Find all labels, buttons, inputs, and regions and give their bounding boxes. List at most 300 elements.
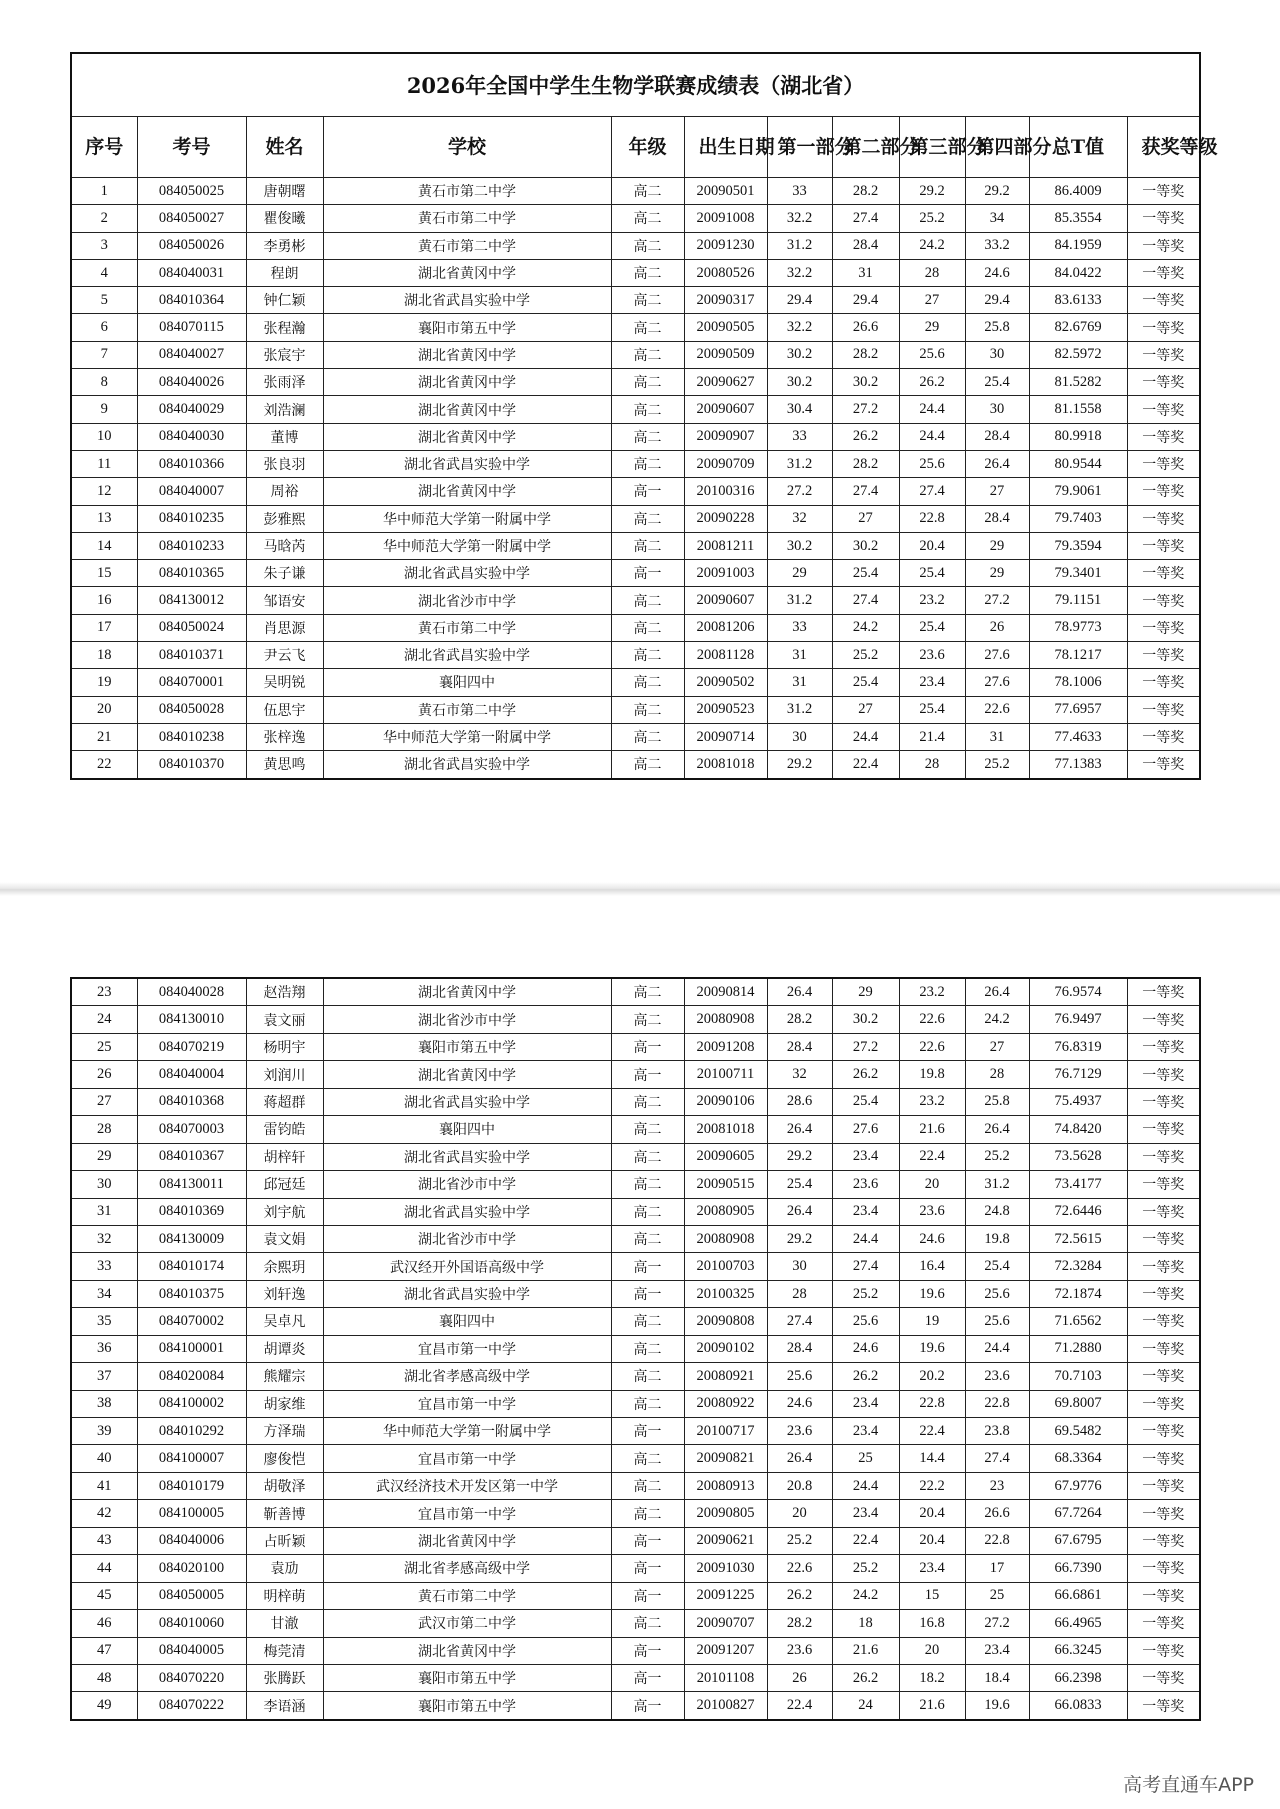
name-cell: 马晗芮 (246, 532, 323, 559)
name-cell: 占昕颖 (246, 1527, 323, 1554)
name-cell: 张雨泽 (246, 369, 323, 396)
part-2-cell: 23.4 (832, 1143, 899, 1170)
part-3-cell: 23.2 (899, 1088, 965, 1115)
table-row (71, 696, 1200, 723)
table-header-row (71, 117, 1200, 178)
birth-date-cell: 20080908 (684, 1006, 767, 1033)
part-2-cell: 27.2 (832, 396, 899, 423)
name-cell: 靳善博 (246, 1500, 323, 1527)
table-row (71, 1171, 1200, 1198)
part-4-cell: 25.2 (965, 751, 1029, 779)
part-4-cell: 27 (965, 478, 1029, 505)
part-1-cell: 22.6 (767, 1555, 832, 1582)
part-4-cell: 26.4 (965, 978, 1029, 1006)
part-1-cell: 31 (767, 642, 832, 669)
grade-cell: 高一 (611, 1061, 684, 1088)
name-cell: 蒋超群 (246, 1088, 323, 1115)
grade-cell: 高一 (611, 478, 684, 505)
header-birth-date: 出生日期 (684, 117, 767, 178)
exam-id-cell: 084050026 (137, 232, 246, 259)
exam-id-cell: 084010292 (137, 1418, 246, 1445)
birth-date-cell: 20091030 (684, 1555, 767, 1582)
award-cell: 一等奖 (1127, 1116, 1200, 1143)
birth-date-cell: 20090515 (684, 1171, 767, 1198)
name-cell: 张腾跃 (246, 1664, 323, 1691)
part-1-cell: 30.2 (767, 341, 832, 368)
award-cell: 一等奖 (1127, 614, 1200, 641)
grade-cell: 高二 (611, 1500, 684, 1527)
school-cell: 湖北省武昌实验中学 (323, 1198, 611, 1225)
total-t-cell: 84.0422 (1029, 259, 1127, 286)
exam-id-cell: 084010371 (137, 642, 246, 669)
seq-cell: 11 (71, 450, 137, 477)
birth-date-cell: 20100711 (684, 1061, 767, 1088)
part-3-cell: 21.6 (899, 1116, 965, 1143)
exam-id-cell: 084100007 (137, 1445, 246, 1472)
part-2-cell: 28.4 (832, 232, 899, 259)
table-row (71, 287, 1200, 314)
birth-date-cell: 20080908 (684, 1225, 767, 1252)
school-cell: 襄阳四中 (323, 669, 611, 696)
exam-id-cell: 084070222 (137, 1692, 246, 1720)
part-4-cell: 29.2 (965, 178, 1029, 205)
seq-cell: 13 (71, 505, 137, 532)
school-cell: 湖北省黄冈中学 (323, 1527, 611, 1554)
award-cell: 一等奖 (1127, 1610, 1200, 1637)
part-1-cell: 22.4 (767, 1692, 832, 1720)
part-1-cell: 27.2 (767, 478, 832, 505)
exam-id-cell: 084010368 (137, 1088, 246, 1115)
table-row (71, 532, 1200, 559)
part-1-cell: 26.4 (767, 1198, 832, 1225)
part-2-cell: 24.6 (832, 1335, 899, 1362)
seq-cell: 38 (71, 1390, 137, 1417)
seq-cell: 39 (71, 1418, 137, 1445)
part-2-cell: 28.2 (832, 178, 899, 205)
part-3-cell: 18.2 (899, 1664, 965, 1691)
part-3-cell: 25.2 (899, 205, 965, 232)
part-1-cell: 30 (767, 1253, 832, 1280)
part-4-cell: 33.2 (965, 232, 1029, 259)
score-table-page-2 (70, 977, 1199, 1721)
part-2-cell: 18 (832, 1610, 899, 1637)
part-3-cell: 25.4 (899, 614, 965, 641)
award-cell: 一等奖 (1127, 423, 1200, 450)
birth-date-cell: 20101108 (684, 1664, 767, 1691)
name-cell: 唐朝曙 (246, 178, 323, 205)
seq-cell: 25 (71, 1033, 137, 1060)
award-cell: 一等奖 (1127, 1445, 1200, 1472)
part-1-cell: 27.4 (767, 1308, 832, 1335)
total-t-cell: 66.0833 (1029, 1692, 1127, 1720)
exam-id-cell: 084010370 (137, 751, 246, 779)
grade-cell: 高二 (611, 1116, 684, 1143)
part-2-cell: 25.4 (832, 1088, 899, 1115)
award-cell: 一等奖 (1127, 1664, 1200, 1691)
grade-cell: 高二 (611, 314, 684, 341)
grade-cell: 高二 (611, 1610, 684, 1637)
name-cell: 胡梓轩 (246, 1143, 323, 1170)
part-4-cell: 22.6 (965, 696, 1029, 723)
award-cell: 一等奖 (1127, 450, 1200, 477)
part-1-cell: 30.4 (767, 396, 832, 423)
seq-cell: 48 (71, 1664, 137, 1691)
part-2-cell: 30.2 (832, 369, 899, 396)
grade-cell: 高二 (611, 614, 684, 641)
part-2-cell: 25 (832, 1445, 899, 1472)
part-4-cell: 31.2 (965, 1171, 1029, 1198)
part-2-cell: 30.2 (832, 532, 899, 559)
part-3-cell: 27.4 (899, 478, 965, 505)
part-3-cell: 29.2 (899, 178, 965, 205)
table-row (71, 314, 1200, 341)
birth-date-cell: 20091008 (684, 205, 767, 232)
name-cell: 彭雅熙 (246, 505, 323, 532)
school-cell: 华中师范大学第一附属中学 (323, 505, 611, 532)
part-1-cell: 31.2 (767, 696, 832, 723)
name-cell: 吴卓凡 (246, 1308, 323, 1335)
total-t-cell: 82.5972 (1029, 341, 1127, 368)
seq-cell: 5 (71, 287, 137, 314)
birth-date-cell: 20080922 (684, 1390, 767, 1417)
part-3-cell: 19.6 (899, 1335, 965, 1362)
birth-date-cell: 20090627 (684, 369, 767, 396)
table-row (71, 505, 1200, 532)
exam-id-cell: 084130010 (137, 1006, 246, 1033)
seq-cell: 6 (71, 314, 137, 341)
total-t-cell: 71.6562 (1029, 1308, 1127, 1335)
seq-cell: 17 (71, 614, 137, 641)
part-3-cell: 16.4 (899, 1253, 965, 1280)
birth-date-cell: 20100325 (684, 1280, 767, 1307)
part-3-cell: 23.2 (899, 978, 965, 1006)
part-4-cell: 28.4 (965, 423, 1029, 450)
birth-date-cell: 20100316 (684, 478, 767, 505)
part-4-cell: 17 (965, 1555, 1029, 1582)
name-cell: 胡敬泽 (246, 1472, 323, 1499)
award-cell: 一等奖 (1127, 1280, 1200, 1307)
part-4-cell: 22.8 (965, 1527, 1029, 1554)
birth-date-cell: 20090607 (684, 396, 767, 423)
part-1-cell: 20.8 (767, 1472, 832, 1499)
part-1-cell: 29.2 (767, 1143, 832, 1170)
grade-cell: 高二 (611, 723, 684, 750)
name-cell: 刘宇航 (246, 1198, 323, 1225)
school-cell: 华中师范大学第一附属中学 (323, 532, 611, 559)
part-1-cell: 26 (767, 1664, 832, 1691)
score-table-page-1 (70, 52, 1218, 780)
part-3-cell: 22.8 (899, 1390, 965, 1417)
table-row (71, 1610, 1200, 1637)
part-3-cell: 25.6 (899, 450, 965, 477)
school-cell: 湖北省黄冈中学 (323, 978, 611, 1006)
exam-id-cell: 084010365 (137, 560, 246, 587)
school-cell: 湖北省武昌实验中学 (323, 751, 611, 779)
grade-cell: 高二 (611, 1472, 684, 1499)
birth-date-cell: 20090102 (684, 1335, 767, 1362)
award-cell: 一等奖 (1127, 1692, 1200, 1720)
school-cell: 黄石市第二中学 (323, 178, 611, 205)
part-1-cell: 30.2 (767, 532, 832, 559)
award-cell: 一等奖 (1127, 1335, 1200, 1362)
seq-cell: 33 (71, 1253, 137, 1280)
part-1-cell: 26.4 (767, 1116, 832, 1143)
name-cell: 刘浩澜 (246, 396, 323, 423)
header-part-1: 第一部分 (767, 117, 832, 178)
table-row (71, 587, 1200, 614)
part-1-cell: 29.4 (767, 287, 832, 314)
total-t-cell: 72.6446 (1029, 1198, 1127, 1225)
seq-cell: 40 (71, 1445, 137, 1472)
total-t-cell: 72.1874 (1029, 1280, 1127, 1307)
name-cell: 李语涵 (246, 1692, 323, 1720)
part-4-cell: 29 (965, 532, 1029, 559)
part-2-cell: 22.4 (832, 1527, 899, 1554)
part-4-cell: 27.2 (965, 1610, 1029, 1637)
part-4-cell: 25.8 (965, 1088, 1029, 1115)
award-cell: 一等奖 (1127, 560, 1200, 587)
seq-cell: 12 (71, 478, 137, 505)
part-3-cell: 16.8 (899, 1610, 965, 1637)
grade-cell: 高一 (611, 1280, 684, 1307)
name-cell: 肖思源 (246, 614, 323, 641)
part-2-cell: 23.4 (832, 1500, 899, 1527)
part-2-cell: 25.2 (832, 1555, 899, 1582)
award-cell: 一等奖 (1127, 1527, 1200, 1554)
school-cell: 黄石市第二中学 (323, 614, 611, 641)
part-1-cell: 30 (767, 723, 832, 750)
award-cell: 一等奖 (1127, 287, 1200, 314)
total-t-cell: 69.5482 (1029, 1418, 1127, 1445)
name-cell: 黄思鸣 (246, 751, 323, 779)
award-cell: 一等奖 (1127, 1143, 1200, 1170)
total-t-cell: 68.3364 (1029, 1445, 1127, 1472)
name-cell: 董博 (246, 423, 323, 450)
total-t-cell: 69.8007 (1029, 1390, 1127, 1417)
part-3-cell: 21.4 (899, 723, 965, 750)
name-cell: 杨明宇 (246, 1033, 323, 1060)
total-t-cell: 67.6795 (1029, 1527, 1127, 1554)
award-cell: 一等奖 (1127, 1253, 1200, 1280)
total-t-cell: 84.1959 (1029, 232, 1127, 259)
exam-id-cell: 084130011 (137, 1171, 246, 1198)
part-3-cell: 14.4 (899, 1445, 965, 1472)
exam-id-cell: 084010375 (137, 1280, 246, 1307)
birth-date-cell: 20090621 (684, 1527, 767, 1554)
part-4-cell: 26.4 (965, 1116, 1029, 1143)
part-1-cell: 26.2 (767, 1582, 832, 1609)
table-row (71, 1225, 1200, 1252)
part-4-cell: 27.6 (965, 669, 1029, 696)
grade-cell: 高一 (611, 1692, 684, 1720)
name-cell: 瞿俊曦 (246, 205, 323, 232)
part-4-cell: 27 (965, 1033, 1029, 1060)
table-row (71, 560, 1200, 587)
part-4-cell: 31 (965, 723, 1029, 750)
total-t-cell: 76.7129 (1029, 1061, 1127, 1088)
total-t-cell: 79.7403 (1029, 505, 1127, 532)
seq-cell: 7 (71, 341, 137, 368)
seq-cell: 36 (71, 1335, 137, 1362)
part-1-cell: 23.6 (767, 1418, 832, 1445)
name-cell: 李勇彬 (246, 232, 323, 259)
birth-date-cell: 20090907 (684, 423, 767, 450)
award-cell: 一等奖 (1127, 723, 1200, 750)
grade-cell: 高一 (611, 1033, 684, 1060)
part-3-cell: 24.4 (899, 396, 965, 423)
total-t-cell: 86.4009 (1029, 178, 1127, 205)
grade-cell: 高二 (611, 1143, 684, 1170)
grade-cell: 高二 (611, 287, 684, 314)
table-row (71, 423, 1200, 450)
school-cell: 湖北省武昌实验中学 (323, 1088, 611, 1115)
award-cell: 一等奖 (1127, 178, 1200, 205)
part-4-cell: 25.4 (965, 1253, 1029, 1280)
exam-id-cell: 084050027 (137, 205, 246, 232)
table-row (71, 1637, 1200, 1664)
exam-id-cell: 084070003 (137, 1116, 246, 1143)
header-grade: 年级 (611, 117, 684, 178)
seq-cell: 32 (71, 1225, 137, 1252)
award-cell: 一等奖 (1127, 1363, 1200, 1390)
school-cell: 华中师范大学第一附属中学 (323, 723, 611, 750)
part-2-cell: 27.6 (832, 1116, 899, 1143)
table-row (71, 669, 1200, 696)
birth-date-cell: 20090505 (684, 314, 767, 341)
name-cell: 袁文娟 (246, 1225, 323, 1252)
seq-cell: 14 (71, 532, 137, 559)
exam-id-cell: 084100002 (137, 1390, 246, 1417)
exam-id-cell: 084010364 (137, 287, 246, 314)
award-cell: 一等奖 (1127, 205, 1200, 232)
grade-cell: 高二 (611, 1335, 684, 1362)
birth-date-cell: 20090707 (684, 1610, 767, 1637)
grade-cell: 高二 (611, 178, 684, 205)
total-t-cell: 80.9544 (1029, 450, 1127, 477)
total-t-cell: 76.9574 (1029, 978, 1127, 1006)
part-2-cell: 27 (832, 696, 899, 723)
exam-id-cell: 084010366 (137, 450, 246, 477)
award-cell: 一等奖 (1127, 1033, 1200, 1060)
table-row (71, 614, 1200, 641)
school-cell: 湖北省沙市中学 (323, 587, 611, 614)
grade-cell: 高二 (611, 669, 684, 696)
part-3-cell: 24.4 (899, 423, 965, 450)
grade-cell: 高二 (611, 1171, 684, 1198)
part-1-cell: 23.6 (767, 1637, 832, 1664)
part-4-cell: 22.8 (965, 1390, 1029, 1417)
school-cell: 襄阳市第五中学 (323, 1692, 611, 1720)
total-t-cell: 66.7390 (1029, 1555, 1127, 1582)
school-cell: 湖北省黄冈中学 (323, 396, 611, 423)
exam-id-cell: 084050005 (137, 1582, 246, 1609)
table-row (71, 1088, 1200, 1115)
part-4-cell: 24.4 (965, 1335, 1029, 1362)
name-cell: 袁劢 (246, 1555, 323, 1582)
award-cell: 一等奖 (1127, 314, 1200, 341)
seq-cell: 10 (71, 423, 137, 450)
table-title: 2026年全国中学生生物学联赛成绩表（湖北省） (71, 53, 1200, 117)
exam-id-cell: 084010233 (137, 532, 246, 559)
total-t-cell: 79.1151 (1029, 587, 1127, 614)
grade-cell: 高二 (611, 751, 684, 779)
school-cell: 宜昌市第一中学 (323, 1390, 611, 1417)
header-part-4: 第四部分 (965, 117, 1029, 178)
part-1-cell: 28 (767, 1280, 832, 1307)
grade-cell: 高一 (611, 1664, 684, 1691)
total-t-cell: 83.6133 (1029, 287, 1127, 314)
part-1-cell: 31.2 (767, 232, 832, 259)
birth-date-cell: 20090106 (684, 1088, 767, 1115)
birth-date-cell: 20081206 (684, 614, 767, 641)
birth-date-cell: 20090501 (684, 178, 767, 205)
part-2-cell: 23.4 (832, 1390, 899, 1417)
part-3-cell: 24.6 (899, 1225, 965, 1252)
grade-cell: 高二 (611, 1088, 684, 1115)
exam-id-cell: 084040027 (137, 341, 246, 368)
part-4-cell: 27.6 (965, 642, 1029, 669)
birth-date-cell: 20100827 (684, 1692, 767, 1720)
part-4-cell: 26 (965, 614, 1029, 641)
header-school: 学校 (323, 117, 611, 178)
exam-id-cell: 084020084 (137, 1363, 246, 1390)
birth-date-cell: 20080905 (684, 1198, 767, 1225)
header-part-2: 第二部分 (832, 117, 899, 178)
part-4-cell: 26.6 (965, 1500, 1029, 1527)
school-cell: 华中师范大学第一附属中学 (323, 1418, 611, 1445)
table-row (71, 1061, 1200, 1088)
part-1-cell: 31.2 (767, 450, 832, 477)
total-t-cell: 70.7103 (1029, 1363, 1127, 1390)
part-3-cell: 22.4 (899, 1418, 965, 1445)
part-2-cell: 26.2 (832, 1363, 899, 1390)
award-cell: 一等奖 (1127, 669, 1200, 696)
part-3-cell: 20 (899, 1171, 965, 1198)
part-1-cell: 29.2 (767, 1225, 832, 1252)
part-3-cell: 24.2 (899, 232, 965, 259)
school-cell: 武汉市第二中学 (323, 1610, 611, 1637)
part-4-cell: 24.6 (965, 259, 1029, 286)
table-row (71, 1143, 1200, 1170)
school-cell: 湖北省武昌实验中学 (323, 642, 611, 669)
header-seq: 序号 (71, 117, 137, 178)
school-cell: 宜昌市第一中学 (323, 1335, 611, 1362)
school-cell: 湖北省沙市中学 (323, 1171, 611, 1198)
name-cell: 廖俊恺 (246, 1445, 323, 1472)
exam-id-cell: 084070001 (137, 669, 246, 696)
seq-cell: 41 (71, 1472, 137, 1499)
part-1-cell: 28.6 (767, 1088, 832, 1115)
seq-cell: 22 (71, 751, 137, 779)
name-cell: 尹云飞 (246, 642, 323, 669)
name-cell: 吴明锐 (246, 669, 323, 696)
part-1-cell: 31 (767, 669, 832, 696)
school-cell: 武汉经开外国语高级中学 (323, 1253, 611, 1280)
part-2-cell: 27.4 (832, 478, 899, 505)
school-cell: 湖北省孝感高级中学 (323, 1555, 611, 1582)
part-1-cell: 25.6 (767, 1363, 832, 1390)
part-4-cell: 18.4 (965, 1664, 1029, 1691)
seq-cell: 3 (71, 232, 137, 259)
part-2-cell: 27.2 (832, 1033, 899, 1060)
part-1-cell: 31.2 (767, 587, 832, 614)
table-row (71, 751, 1200, 779)
award-cell: 一等奖 (1127, 505, 1200, 532)
part-4-cell: 23 (965, 1472, 1029, 1499)
exam-id-cell: 084100001 (137, 1335, 246, 1362)
table-row (71, 1390, 1200, 1417)
table-row (71, 978, 1200, 1006)
